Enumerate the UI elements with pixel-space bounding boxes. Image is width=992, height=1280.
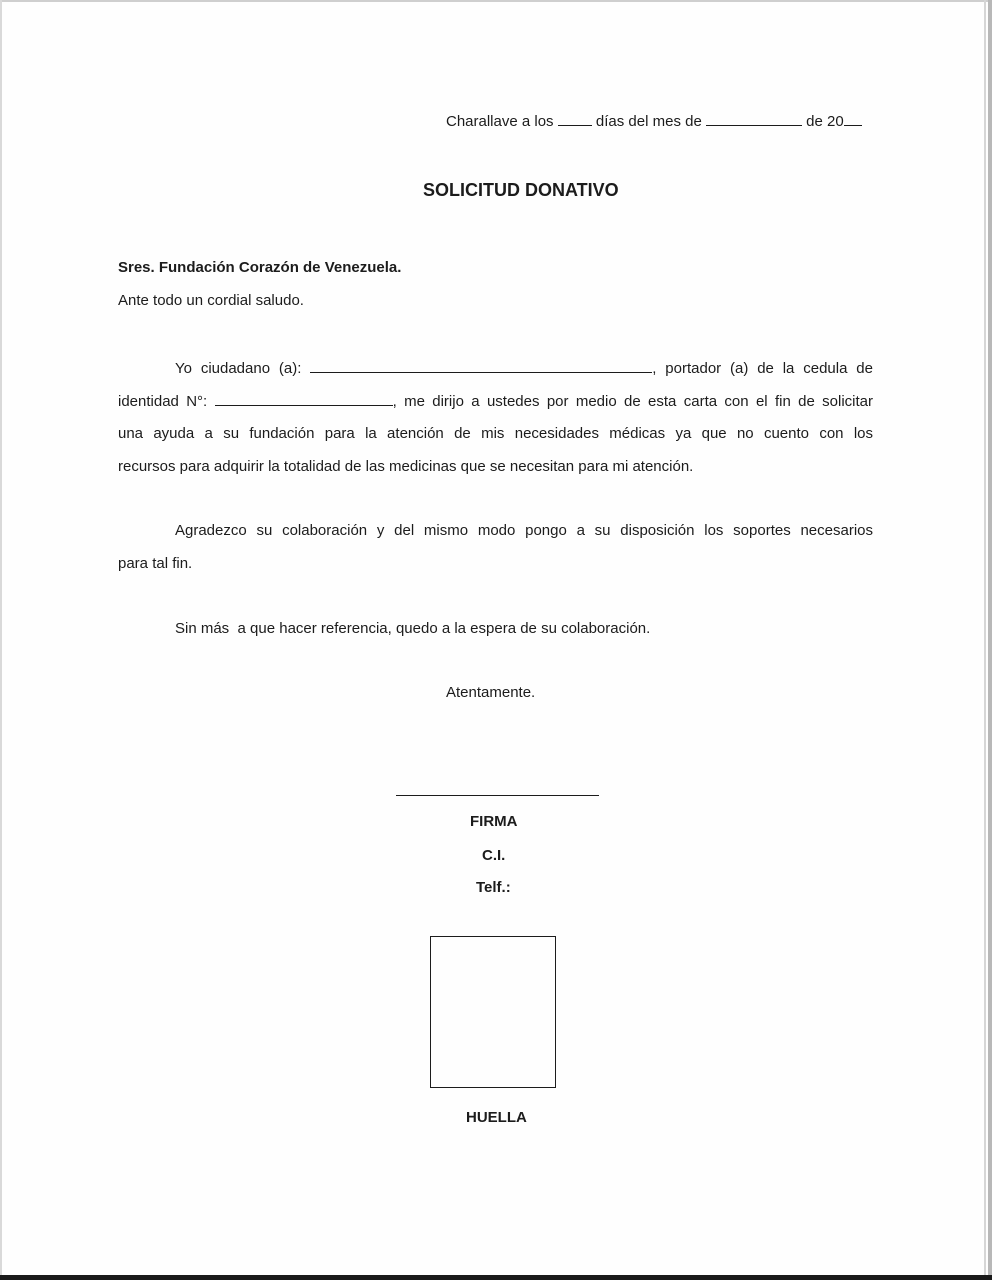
scan-edge-bottom	[0, 1275, 992, 1280]
date-line	[446, 111, 862, 132]
paragraph2-line1	[118, 521, 873, 541]
phone-label: Telf.:	[476, 879, 511, 896]
id-label: identidad N°:	[118, 393, 208, 410]
fingerprint-box	[430, 936, 556, 1088]
date-prefix: Charallave a los	[446, 113, 554, 130]
ci-label: C.I.	[482, 847, 506, 864]
paragraph2-line2: para tal fin.	[118, 555, 193, 572]
scan-edge-right-outer	[988, 0, 992, 1280]
paragraph2-line1-text: Agradezco su colaboración y del mismo modo pongo a su disposición los soportes necesarios	[175, 522, 873, 539]
document-title: SOLICITUD DONATIVO	[423, 180, 619, 200]
date-days-suffix: días del mes de	[595, 113, 702, 130]
date-year-prefix: de 20	[806, 113, 844, 130]
scan-edge-left	[0, 0, 2, 1280]
paragraph3: Sin más a que hacer referencia, quedo a la espera de su colaboración.	[175, 620, 651, 637]
citizen-label: Yo ciudadano (a):	[175, 360, 302, 377]
closing: Atentamente.	[446, 684, 536, 701]
citizen-name-blank	[310, 358, 652, 373]
id-number-blank	[215, 391, 393, 406]
day-blank	[558, 111, 592, 126]
paragraph1-line4: recursos para adquirir la totalidad de las medicinas que se necesitan para mi atención.	[118, 458, 694, 475]
month-blank	[706, 111, 802, 126]
fingerprint-label: HUELLA	[466, 1109, 527, 1126]
id-holder-text: , portador (a) de la cedula de	[652, 360, 873, 377]
scan-edge-top	[0, 0, 992, 2]
paragraph1-line1	[118, 358, 873, 379]
signature-line	[396, 795, 599, 796]
paragraph1-line3: una ayuda a su fundación para la atención de mis necesidades médicas ya que no cuento con los	[118, 425, 873, 442]
paragraph1-line2-rest: , me dirijo a ustedes por medio de esta carta con el fin de solicitar	[392, 393, 873, 410]
signature-label: FIRMA	[470, 813, 518, 830]
greeting: Ante todo un cordial saludo.	[118, 292, 304, 309]
addressee: Sres. Fundación Corazón de Venezuela.	[118, 259, 402, 276]
paragraph1-line2	[118, 391, 873, 412]
scan-edge-right	[984, 0, 986, 1280]
year-blank	[844, 111, 862, 126]
